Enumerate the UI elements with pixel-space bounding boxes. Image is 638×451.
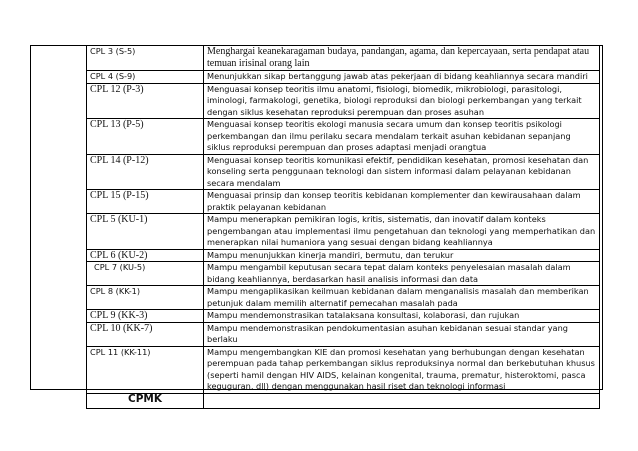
cpl-code: CPL 9 (KK-3) — [87, 310, 204, 323]
cpl-table-container — [30, 45, 603, 405]
table-row — [87, 310, 600, 323]
cpmk-row — [87, 393, 600, 408]
table-row — [87, 346, 600, 393]
cpl-description: Mampu mengembangkan KIE dan promosi kesehatan yang berhubungan dengan kesehatan perempuan pada tahap perkembangan siklus reproduksinya normal dan berkebutuhan khusus (seperti hamil dengan HIV AIDS, kelainan kongenital, trauma, prematur, histeroktomi, pasca keguguran, dll) dengan menggunakan hasil riset dan teknologi informasi — [204, 346, 600, 393]
cpl-description: Menguasai konsep teoritis ilmu anatomi, fisiologi, biomedik, mikrobiologi, parasitologi, iminologi, farmakologi, genetika, biologi reproduksi dan biologi perkembangan yang terkait dengan siklus kesehatan reproduksi perempuan dan proses asuhan — [204, 83, 600, 119]
cpl-code: CPL 12 (P-3) — [87, 83, 204, 119]
cpl-code: CPL 13 (P-5) — [87, 119, 204, 155]
table-row — [87, 83, 600, 119]
table-row — [87, 154, 600, 190]
cpl-description: Mampu mengambil keputusan secara tepat dalam konteks penyelesaian masalah dalam bidang keahliannya, berdasarkan hasil analisis informasi dan data — [204, 262, 600, 286]
cpmk-label: CPMK — [87, 393, 204, 408]
cpl-description: Menunjukkan sikap bertanggung jawab atas pekerjaan di bidang keahliannya secara mandiri — [204, 71, 600, 84]
cpl-code — [87, 262, 204, 286]
cpl-code: CPL 15 (P-15) — [87, 190, 204, 214]
table-row — [87, 249, 600, 262]
cpl-description: Menguasai konsep teoritis ekologi manusia secara umum dan konsep teoritis psikologi perkembangan dan ilmu perilaku secara mendalam terkait asuhan kebidanan sepanjang siklus reproduksi perempuan dan proses adaptasi menjadi orangtua — [204, 119, 600, 155]
cpl-code: CPL 3 (S-5) — [87, 46, 204, 71]
cpl-code: CPL 10 (KK-7) — [87, 322, 204, 346]
cpl-code: CPL 11 (KK-11) — [87, 346, 204, 393]
cpl-description: Menguasai konsep teoritis komunikasi efektif, pendidikan kesehatan, promosi kesehatan dan konseling serta penggunaan teknologi dan sistem informasi dalam pelayanan kebidanan secara mendalam — [204, 154, 600, 190]
table-row — [87, 46, 600, 71]
table-row — [87, 262, 600, 286]
cpl-description: Menguasai prinsip dan konsep teoritis kebidanan komplementer dan kewirausahaan dalam praktik pelayanan kebidanan — [204, 190, 600, 214]
cpl-code: CPL 4 (S-9) — [87, 71, 204, 84]
cpl-description: Mampu menerapkan pemikiran logis, kritis, sistematis, dan inovatif dalam konteks pengembangan atau implementasi ilmu pengetahuan dan teknologi yang memperhatikan dan menerapkan nilai humaniora yang sesuai dengan bidang keahliannya — [204, 214, 600, 250]
table-row — [87, 71, 600, 84]
cpl-description: Mampu menunjukkan kinerja mandiri, bermutu, dan terukur — [204, 249, 600, 262]
table-row — [87, 119, 600, 155]
cpl-description: Mampu mendemonstrasikan tatalaksana konsultasi, kolaborasi, dan rujukan — [204, 310, 600, 323]
cpl-description: Menghargai keanekaragaman budaya, pandangan, agama, dan kepercayaan, serta pendapat atau temuan irisinal orang lain — [204, 46, 600, 71]
table-row — [87, 322, 600, 346]
cpl-description: Mampu mengaplikasikan keilmuan kebidanan dalam menganalisis masalah dan memberikan petunjuk dalam memilih alternatif pemecahan masalah pada — [204, 286, 600, 310]
cpl-code: CPL 14 (P-12) — [87, 154, 204, 190]
cpl-code: CPL 6 (KU-2) — [87, 249, 204, 262]
table-row — [87, 190, 600, 214]
cpl-description: Mampu mendemonstrasikan pendokumentasian asuhan kebidanan sesuai standar yang berlaku — [204, 322, 600, 346]
cpl-code: CPL 5 (KU-1) — [87, 214, 204, 250]
table-row — [87, 286, 600, 310]
cpl-code: CPL 8 (KK-1) — [87, 286, 204, 310]
cpl-code-text: CPL 7 (KU-5) — [94, 262, 146, 272]
table-row — [87, 214, 600, 250]
cpl-table — [86, 45, 600, 409]
cpmk-description-empty — [204, 393, 600, 408]
